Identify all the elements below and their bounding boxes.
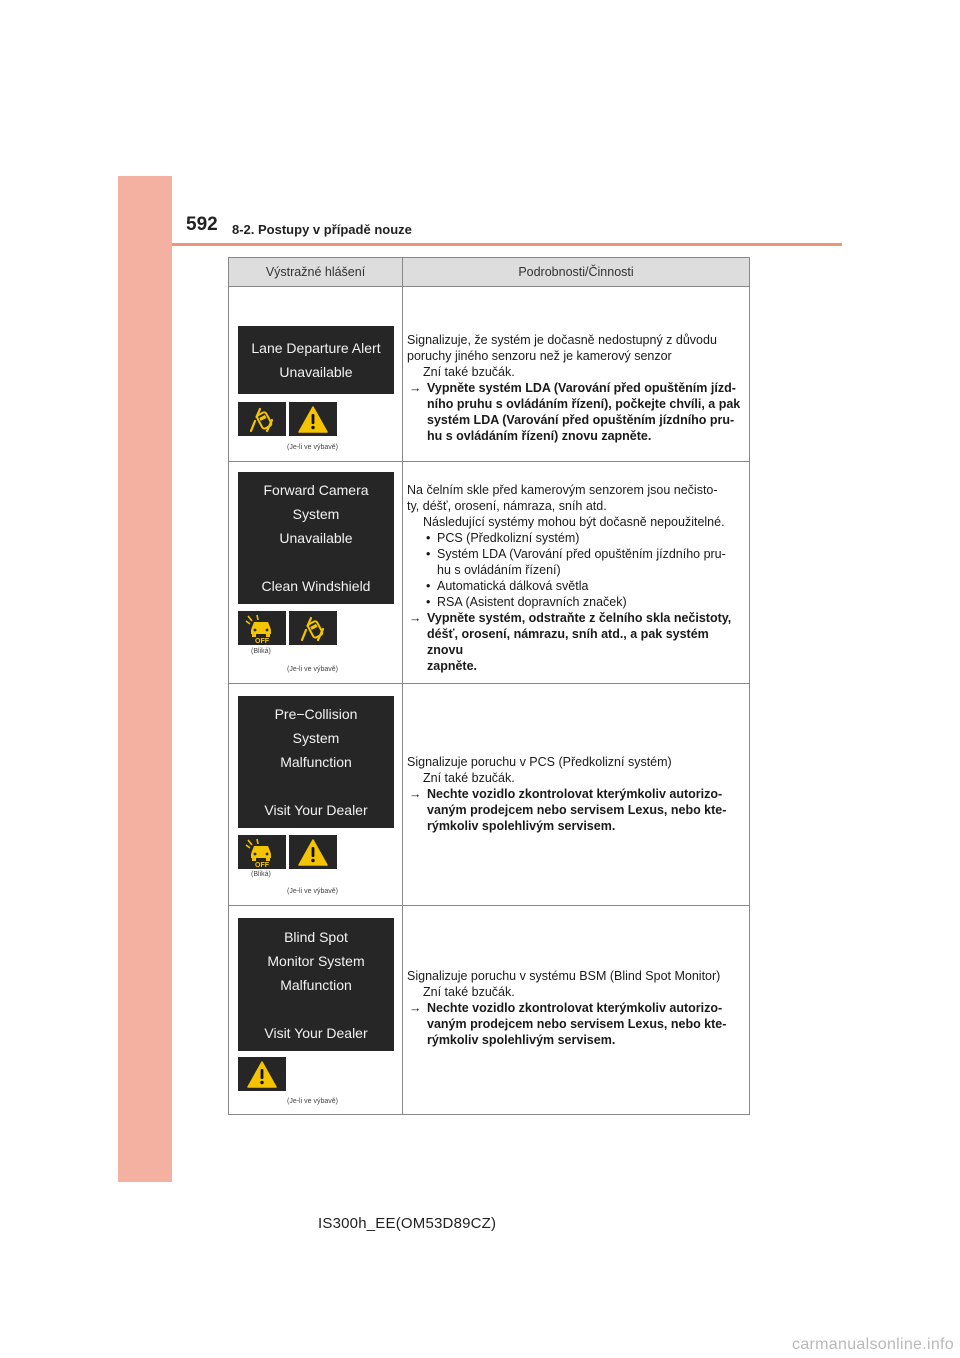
message-image-cell	[229, 684, 403, 906]
list-item-line: • Automatická dálková světla	[437, 579, 589, 593]
intro-line: poruchy jiného senzoru než je kamerový senzor	[407, 349, 672, 363]
action-line: systém LDA (Varování před opuštěním jízdního pru-	[427, 413, 735, 427]
page-number: 592	[186, 214, 218, 235]
display-line: Pre−Collision	[274, 706, 358, 722]
details-text	[403, 906, 749, 1048]
table-row	[229, 287, 750, 462]
action-line: déšť, orosení, námrazu, sníh atd., a pak systém znovu	[427, 627, 709, 657]
blink-note: (Bliká)	[251, 871, 271, 878]
arrow-right-icon: →	[409, 611, 422, 625]
indicator-icons	[238, 402, 337, 436]
action-line: rýmkoliv spolehlivým servisem.	[427, 819, 616, 833]
document-code: IS300h_EE(OM53D89CZ)	[318, 1215, 497, 1232]
intro-line: Na čelním skle před kamerovým senzorem jsou nečisto-	[407, 483, 718, 497]
header-rule	[172, 243, 842, 246]
indicator-icons	[238, 835, 337, 869]
display-line	[238, 774, 394, 798]
display-line: Unavailable	[279, 530, 353, 546]
action-instruction	[407, 1000, 745, 1048]
message-details-cell	[403, 906, 750, 1115]
display-line: Malfunction	[280, 754, 352, 770]
list-item	[407, 546, 745, 578]
display-line	[238, 997, 394, 1021]
display-line: Visit Your Dealer	[264, 1024, 368, 1041]
message-image-cell	[229, 462, 403, 684]
arrow-right-icon: →	[409, 381, 422, 395]
action-line: ního pruhu s ovládáním řízení), počkejte chvíli, a pak	[427, 397, 741, 411]
message-details-cell	[403, 684, 750, 906]
display-line	[238, 550, 394, 574]
equipped-note: (Je-li ve výbavě)	[287, 888, 338, 895]
blink-note: (Bliká)	[251, 648, 271, 655]
intro-line: ty, déšť, orosení, námraza, sníh atd.	[407, 499, 607, 513]
list-item-line: • PCS (Předkolizní systém)	[437, 531, 580, 545]
message-display	[238, 918, 394, 1051]
header-warning-message: Výstražné hlášení	[229, 258, 403, 287]
list-item-line: • Systém LDA (Varování před opuštěním jízdního pru-	[437, 547, 726, 561]
equipped-note: (Je-li ve výbavě)	[287, 666, 338, 673]
buzzer-note: Zní také bzučák.	[423, 771, 515, 785]
display-line: Forward Camera	[263, 482, 369, 498]
list-item	[407, 530, 745, 546]
intro-line: Signalizuje poruchu v systému BSM (Blind Spot Monitor)	[407, 969, 721, 983]
indicator-icons	[238, 1057, 286, 1091]
display-line: Blind Spot	[284, 928, 348, 945]
action-line: Nechte vozidlo zkontrolovat kterýmkoliv autorizo-	[427, 1001, 723, 1015]
display-line: Malfunction	[280, 976, 352, 993]
message-details-cell	[403, 462, 750, 684]
affected-systems-list	[407, 530, 745, 610]
display-line: System	[292, 506, 340, 522]
lane-departure-icon	[289, 611, 337, 645]
equipped-note: (Je-li ve výbavě)	[287, 1098, 338, 1105]
systems-intro: Následující systémy mohou být dočasně nepoužitelné.	[423, 515, 725, 529]
message-image-cell	[229, 287, 403, 462]
details-text	[403, 684, 749, 834]
header-details-actions: Podrobnosti/Činnosti	[403, 258, 750, 287]
arrow-right-icon: →	[409, 787, 422, 801]
list-item-line: • RSA (Asistent dopravních značek)	[437, 595, 627, 609]
details-text	[403, 287, 749, 444]
display-line: Clean Windshield	[261, 578, 371, 594]
display-line: Visit Your Dealer	[264, 802, 368, 818]
display-line: Unavailable	[279, 364, 353, 380]
pcs-off-icon	[238, 611, 286, 645]
warning-triangle-icon	[289, 835, 337, 869]
watermark: carmanualsonline.info	[792, 1336, 954, 1353]
message-details-cell	[403, 287, 750, 462]
table-header-row	[229, 258, 750, 287]
warning-message-table	[228, 257, 750, 1115]
action-instruction	[407, 786, 745, 834]
pcs-off-icon	[238, 835, 286, 869]
equipped-note: (Je-li ve výbavě)	[287, 444, 338, 451]
action-line: Nechte vozidlo zkontrolovat kterýmkoliv autorizo-	[427, 787, 723, 801]
chapter-side-band	[118, 176, 172, 1182]
arrow-right-icon: →	[409, 1001, 422, 1015]
message-display	[238, 696, 394, 828]
section-title: 8-2. Postupy v případě nouze	[232, 222, 412, 237]
message-display	[238, 326, 394, 394]
list-item-line: hu s ovládáním řízení)	[437, 563, 561, 577]
message-image-cell	[229, 906, 403, 1115]
action-instruction	[407, 380, 745, 444]
svg-text:OFF: OFF	[255, 638, 269, 643]
action-line: zapněte.	[427, 659, 478, 673]
warning-triangle-icon	[238, 1057, 286, 1091]
action-line: vaným prodejcem nebo servisem Lexus, nebo kte-	[427, 1017, 727, 1031]
indicator-icons	[238, 611, 337, 645]
action-instruction	[407, 610, 745, 674]
lane-departure-icon	[238, 402, 286, 436]
action-line: Vypněte systém LDA (Varování před opuštěním jízd-	[427, 381, 736, 395]
list-item	[407, 594, 745, 610]
display-line: Lane Departure Alert	[251, 340, 381, 356]
buzzer-note: Zní také bzučák.	[423, 985, 515, 999]
table-row	[229, 462, 750, 684]
display-line: Monitor System	[267, 952, 365, 969]
buzzer-note: Zní také bzučák.	[423, 365, 515, 379]
action-line: Vypněte systém, odstraňte z čelního skla nečistoty,	[427, 611, 732, 625]
intro-line: Signalizuje poruchu v PCS (Předkolizní systém)	[407, 755, 672, 769]
svg-text:OFF: OFF	[255, 862, 269, 867]
display-line: System	[292, 730, 340, 746]
table-row	[229, 906, 750, 1115]
list-item	[407, 578, 745, 594]
intro-line: Signalizuje, že systém je dočasně nedostupný z důvodu	[407, 333, 717, 347]
action-line: vaným prodejcem nebo servisem Lexus, nebo kte-	[427, 803, 727, 817]
action-line: hu s ovládáním řízení) znovu zapněte.	[427, 429, 652, 443]
table-row	[229, 684, 750, 906]
action-line: rýmkoliv spolehlivým servisem.	[427, 1033, 616, 1047]
message-display	[238, 472, 394, 604]
warning-triangle-icon	[289, 402, 337, 436]
details-text	[403, 462, 749, 674]
